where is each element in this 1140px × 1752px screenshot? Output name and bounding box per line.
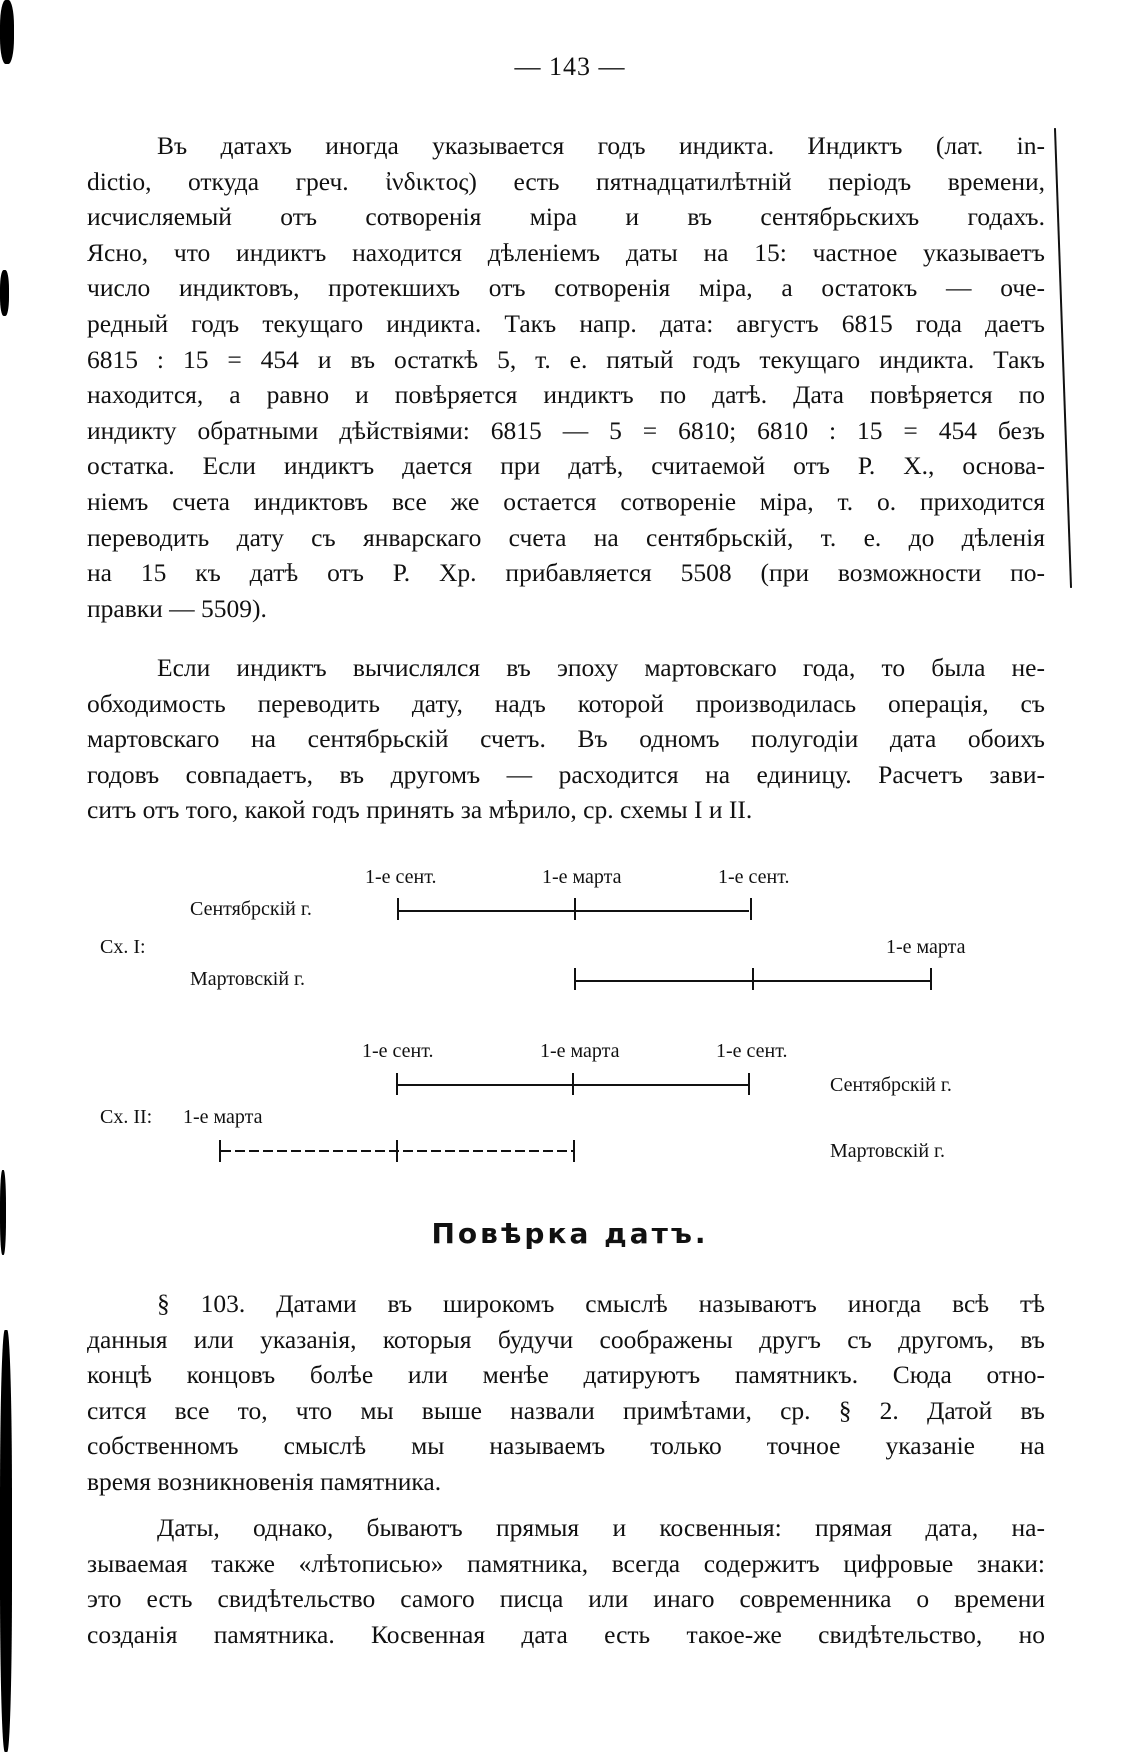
scan-edge-mark bbox=[0, 1330, 12, 1752]
tick-mark bbox=[750, 898, 752, 920]
text-line: Ясно, что индиктъ находится дѣленіемъ даты на 15: частное указываетъ bbox=[87, 237, 1045, 267]
tick-label: 1-е сент. bbox=[362, 1040, 434, 1062]
text-line: ситъ отъ того, какой годъ принять за мѣрило, ср. схемы I и II. bbox=[87, 795, 753, 825]
paragraph-indiction bbox=[87, 128, 1045, 626]
row-label-march: Мартовскій г. bbox=[830, 1140, 945, 1162]
tick-mark bbox=[748, 1073, 750, 1095]
text-line: 6815 : 15 = 454 и въ остаткѣ 5, т. е. пятый годъ текущаго индикта. Такъ bbox=[87, 344, 1045, 374]
text-line: концѣ концовъ болѣе или менѣе датируютъ памятникъ. Сюда отно- bbox=[87, 1360, 1045, 1390]
timeline-bar bbox=[576, 980, 932, 982]
page-number: — 143 — bbox=[514, 52, 626, 81]
tick-label: 1-е сент. bbox=[365, 866, 437, 888]
timeline-bar bbox=[398, 1084, 750, 1086]
row-label-september: Сентябрскій г. bbox=[830, 1074, 952, 1096]
scheme-label: Сх. I: bbox=[100, 936, 146, 958]
text-line: зываемая также «лѣтописью» памятника, всегда содержитъ цифровые знаки: bbox=[87, 1548, 1045, 1578]
text-line: созданія памятника. Косвенная дата есть такое-же свидѣтельство, но bbox=[87, 1619, 1045, 1649]
text-line: dictio, откуда греч. ἰνδικτος) есть пятнадцатилѣтній періодъ времени, bbox=[87, 166, 1045, 196]
text-line: Въ датахъ иногда указывается годъ индикта. Индиктъ (лат. in- bbox=[157, 131, 1045, 160]
text-line: на 15 къ датѣ отъ Р. Хр. прибавляется 5508 (при возможности по- bbox=[87, 558, 1045, 588]
text-line: переводить дату съ январскаго счета на сентябрьскій, т. е. до дѣленія bbox=[87, 522, 1045, 552]
text-line: время возникновенія памятника. bbox=[87, 1466, 442, 1496]
text-line: Даты, однако, бываютъ прямыя и косвенныя: прямая дата, на- bbox=[157, 1513, 1045, 1542]
scheme-label: Сх. II: bbox=[100, 1106, 153, 1128]
paragraph-103 bbox=[87, 1286, 1045, 1500]
tick-mark bbox=[572, 1073, 574, 1095]
tick-label: 1-е сент. bbox=[718, 866, 790, 888]
text-line: правки — 5509). bbox=[87, 593, 267, 623]
text-line: мартовскаго на сентябрьскій счетъ. Въ одномъ полугодіи дата обоихъ bbox=[87, 724, 1045, 754]
tick-mark bbox=[574, 898, 576, 920]
tick-mark bbox=[574, 968, 576, 990]
tick-label: 1-е сент. bbox=[716, 1040, 788, 1062]
tick-mark bbox=[396, 1140, 398, 1162]
text-line: данныя или указанія, которыя будучи соображены другъ съ другомъ, въ bbox=[87, 1324, 1045, 1354]
margin-pencil-line bbox=[1054, 128, 1072, 588]
row-label-september: Сентябрскій г. bbox=[190, 898, 312, 920]
text-line: число индиктовъ, протекшихъ отъ сотворенія міра, а остатокъ — оче- bbox=[87, 273, 1045, 303]
text-line: редный годъ текущаго индикта. Такъ напр. дата: августъ 6815 года даетъ bbox=[87, 308, 1045, 338]
tick-label: 1-е марта bbox=[540, 1040, 620, 1062]
text-line: собственномъ смыслѣ мы называемъ только точное указаніе на bbox=[87, 1431, 1045, 1461]
paragraph-direct-indirect-dates bbox=[87, 1510, 1045, 1652]
text-line: это есть свидѣтельство самого писца или инаго современника о времени bbox=[87, 1584, 1045, 1614]
text-line: исчисляемый отъ сотворенія міра и въ сентябрьскихъ годахъ. bbox=[87, 202, 1045, 232]
tick-label: 1-е марта bbox=[183, 1106, 263, 1128]
text-line: ніемъ счета индиктовъ все же остается сотвореніе міра, т. о. приходится bbox=[87, 486, 1045, 516]
scan-edge-mark bbox=[0, 270, 9, 316]
text-line: обходимость переводить дату, надъ которой производилась операція, съ bbox=[87, 688, 1045, 718]
text-line: остатка. Если индиктъ дается при датѣ, считаемой отъ Р. Х., основа- bbox=[87, 451, 1045, 481]
text-line: годовъ совпадаетъ, въ другомъ — расходится на единицу. Расчетъ зави- bbox=[87, 759, 1045, 789]
text-line: находится, а равно и повѣряется индиктъ по датѣ. Дата повѣряется по bbox=[87, 380, 1045, 410]
tick-mark bbox=[930, 968, 932, 990]
tick-label: 1-е марта bbox=[886, 936, 966, 958]
tick-mark bbox=[752, 968, 754, 990]
text-line: индикту обратными дѣйствіями: 6815 — 5 = 6810; 6810 : 15 = 454 безъ bbox=[87, 415, 1045, 445]
section-heading: Повѣрка датъ. bbox=[431, 1217, 709, 1250]
tick-mark bbox=[397, 898, 399, 920]
tick-mark bbox=[573, 1140, 575, 1162]
text-line: § 103. Датами въ широкомъ смыслѣ называютъ иногда всѣ тѣ bbox=[157, 1289, 1045, 1318]
paragraph-march-year bbox=[87, 650, 1045, 828]
text-line: сится все то, что мы выше назвали примѣтами, ср. § 2. Датой въ bbox=[87, 1395, 1045, 1425]
text-line: Если индиктъ вычислялся въ эпоху мартовскаго года, то была не- bbox=[157, 653, 1045, 682]
tick-label: 1-е марта bbox=[542, 866, 622, 888]
row-label-march: Мартовскій г. bbox=[190, 968, 305, 990]
